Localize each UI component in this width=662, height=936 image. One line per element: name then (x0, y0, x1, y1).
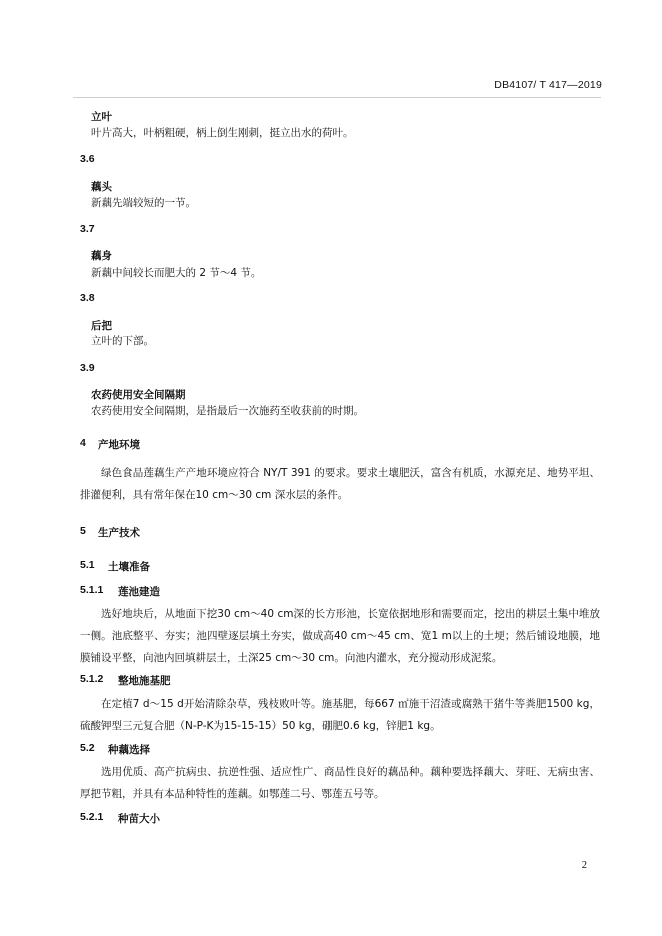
clause-5-2-title: 种藕选择 (108, 744, 150, 756)
term-3-5-definition: 叶片高大，叶柄粗硬，柄上倒生刚刺，挺立出水的荷叶。 (91, 127, 354, 139)
clause-5-1-2-number: 5.1.2 (80, 673, 104, 685)
clause-5-1-1-number: 5.1.1 (80, 584, 104, 596)
term-3-6-definition: 新藕先端较短的一节。 (91, 197, 196, 209)
clause-5-title: 生产技术 (98, 527, 140, 539)
clause-5-1-number: 5.1 (80, 559, 95, 571)
clause-5-1-2-title: 整地施基肥 (118, 675, 171, 687)
clause-4-body: 绿色食品莲藕生产产地环境应符合 NY/T 391 的要求。要求土壤肥沃，富含有机质，水源充足、地势平坦、排灌便利，具有常年保在10 cm～30 cm 深水层的条件。 (80, 467, 600, 501)
clause-5-1-1-title: 莲池建造 (118, 586, 160, 598)
clause-4-title: 产地环境 (98, 439, 140, 451)
term-3-5-title: 立叶 (91, 111, 112, 123)
clause-5-number: 5 (80, 525, 86, 537)
clause-5-1-1-body: 选好地块后，从地面下挖30 cm～40 cm深的长方形池，长宽依据地形和需要而定，挖出的耕层土集中堆放一侧。池底整平、夯实；池四壁逐层填土夯实，做成高40 cm～45 cm、宽1 m以上的土埂；然后铺设地膜，地膜铺设平整，向池内回填耕层土，土深25 cm～30 cm。向池内灌水，充分搅动形成泥浆。 (80, 608, 600, 664)
clause-5-2-body: 选用优质、高产抗病虫、抗逆性强、适应性广、商品性良好的藕品种。藕种要选择藕大、芽旺、无病虫害、厚把节粗，并具有本品种特性的莲藕。如鄂莲二号、鄂莲五号等。 (80, 766, 600, 800)
term-3-7-definition: 新藕中间较长而肥大的 2 节～4 节。 (91, 267, 262, 279)
page-number: 2 (581, 860, 587, 871)
term-3-6-title: 藕头 (91, 181, 112, 193)
clause-5-2-number: 5.2 (80, 742, 95, 754)
clause-5-2-1-title: 种苗大小 (118, 813, 160, 825)
term-3-8-title: 后把 (91, 320, 112, 332)
clause-5-1-title: 土壤准备 (108, 561, 150, 573)
term-3-9-title: 农药使用安全间隔期 (91, 389, 186, 401)
document-code-header: DB4107/ T 417—2019 (494, 79, 602, 91)
clause-3-8-number: 3.8 (80, 292, 95, 304)
clause-3-6-number: 3.6 (80, 153, 95, 165)
clause-4-number: 4 (80, 437, 86, 449)
term-3-9-definition: 农药使用安全间隔期，是指最后一次施药至收获前的时期。 (91, 405, 364, 417)
term-3-7-title: 藕身 (91, 250, 112, 262)
clause-5-1-2-body: 在定植7 d～15 d开始清除杂草，残枝败叶等。施基肥，每667 ㎡施干沼渣或腐熟干猪牛等粪肥1500 kg，硫酸钾型三元复合肥（N-P-K为15-15-15）50 kg，硼肥0.6 kg，锌肥1 kg。 (80, 698, 600, 732)
clause-3-7-number: 3.7 (80, 223, 95, 235)
term-3-8-definition: 立叶的下部。 (91, 335, 154, 347)
clause-5-2-1-number: 5.2.1 (80, 811, 104, 823)
header-divider (73, 97, 601, 98)
clause-3-9-number: 3.9 (80, 362, 95, 374)
